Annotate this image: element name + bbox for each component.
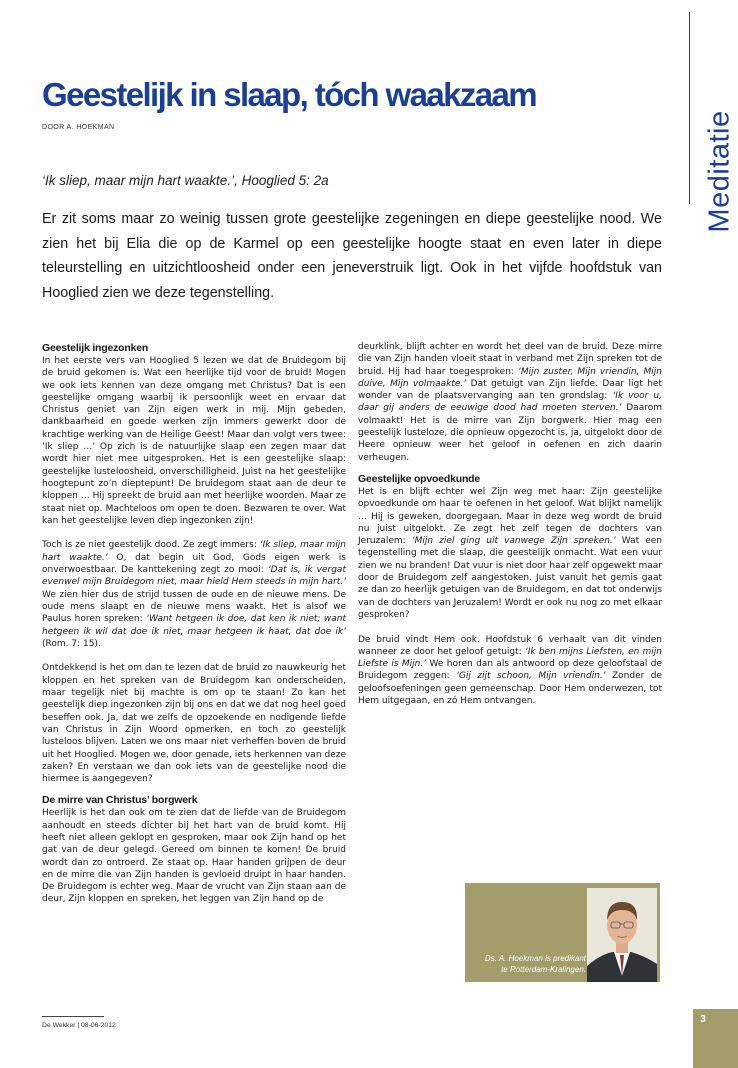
quote: ‘Mijn zuster, Mijn vriendin, Mijn duive, Mijn volmaakte.’ [358, 366, 663, 389]
body-paragraph: deurklink, blijft achter en wordt het deel van de bruid. Deze mirre die van Zijn handen vloeit staat in verband met Zijn spreken tot de bruid. Hij had haar toegesproken: ‘Mijn zuster, Mijn vriendin, Mijn duive, Mijn volmaakte.’ Dat getuigt van Zijn liefde. Daar ligt het wonder van de plaatsvervanging aan ten grondslag: ‘Ik voor u, daar gij anders de eeuwige dood had moeten sterven.’ Daarom volmaakt! Het is de mirre van Zijn borgwerk. Hier mag een geestelijk lusteloze, die opnieuw opgezocht is, ja, uitgelokt door de Heere opnieuw weer het geloof in oefenen en zich daarin verheugen. [358, 342, 663, 463]
article-title: Geestelijk in slaap, tóch waakzaam [42, 76, 537, 113]
section-label: Meditatie [703, 110, 736, 233]
quote: ‘Mijn ziel ging uit vanwege Zijn spreken.’ [411, 536, 616, 547]
quote: ‘Ik voor u, daar gij anders de eeuwige dood had moeten sterven.’ [358, 391, 663, 414]
author-caption: Ds. A. Hoekman is predikant te Rotterdam-Kralingen. [484, 954, 586, 974]
author-photo [587, 888, 657, 982]
quote: ‘Want hetgeen ik doe, dat ken ik niet; want hetgeen ik wil dat doe ik niet, maar hetgeen ik haat, dat doe ik’ [42, 614, 347, 637]
quote: ‘Gij zijt schoon, Mijn vriendin.’ [456, 671, 606, 682]
left-column [42, 341, 346, 918]
quote: ‘Dat is, ik vergat evenwel mijn Bruidegom niet, maar hield Hem steeds in mijn hart.’ [42, 565, 346, 588]
body-paragraph: Heerlijk is het dan ook om te zien dat de liefde van de Bruidegom aanhoudt en steeds dichter bij het hart van de bruid komt. Hij heeft niet alleen geklopt en gesproken, maar ook Zijn hand op het gat van de deur gelegd. Gereed om binnen te komen! De bruid wordt dan zo ontroerd. Ze staat op. Haar handen grijpen de deur en de mirre die van Zijn handen is gevloeid druipt in haar handen. De Bruidegom is echter weg. Maar de vrucht van Zijn staan aan de deur, Zijn kloppen en spreken, het leggen van Zijn hand op de [42, 808, 346, 905]
quote: ‘Ik ben mijns Liefsten, en mijn Liefste is Mijn.’ [358, 646, 662, 670]
heading-opvoedkunde: Geestelijke opvoedkunde [358, 472, 481, 485]
section-divider [689, 12, 690, 204]
body-paragraph: Het is en blijft echter wel Zijn weg met haar: Zijn geestelijke opvoedkunde om haar te oefenen in het geloof. Wat blijkt namelijk … Hij is geweken, doorgegaan. Maar in deze weg wordt de bruid nu juist uitgelokt. Ze zegt het zelf tegen de dochters van Jeruzalem: ‘Mijn ziel ging uit vanwege Zijn spreken.’ Wat een tegenstelling met die slaap, die geestelijk onmacht. Wat een vuur zien we nu branden! Dat vuur is niet door haar zelf opgewekt maar door de Bruidegom zelf aangestoken. Juist vanuit het gemis gaat ze dan zo heerlijk getuigen van de Bruidegom, en dat tot onderwijs van de dochters van Jeruzalem! Wordt er ook nu nog zo met elkaar gesproken? [358, 486, 662, 620]
byline: DOOR A. HOEKMAN [42, 124, 115, 131]
footer-rule [42, 1016, 104, 1017]
heading-mirre: De mirre van Christus’ borgwerk [42, 794, 198, 807]
footer-publication: De Wekker | 08-06-2012 [42, 1022, 116, 1029]
body-paragraph: De bruid vindt Hem ook. Hoofdstuk 6 verhaalt van dit vinden wanneer ze door het geloof getuigt: ‘Ik ben mijns Liefsten, en mijn Liefste is Mijn.’ We horen dan als antwoord op deze geloofstaal de Bruidegom zeggen: ‘Gij zijt schoon, Mijn vriendin.’ Zonder de geloofsoefeningen geen gemeenschap. Door Hem onderwezen, tot Hem uitgegaan, en zó Hem ontvangen. [358, 634, 662, 707]
body-paragraph: In het eerste vers van Hooglied 5 lezen we dat de Bruidegom bij de bruid gekomen is. Wat een heerlijke tijd voor de bruid! Mogen we ook iets kennen van deze omgang met Christus? Dat is een geestelijke omgang waarbij ik persoonlijk weet en ervaar dat Christus geniet van Zijn eigen werk in mij. Mijn gebeden, dankbaarheid en goede werken zijn immers gewerkt door de krachtige werking van de Heilige Geest! Maar dan volgt vers twee: ‘Ik sliep …’ Op zich is de natuurlijke slaap een zegen maar dat wordt hier niet mee uitgesproken. Het is een geestelijke slaap: geestelijke lusteloosheid, onverschilligheid. Juist na het geestelijke hoogtepunt zo’n dieptepunt! De bruidegom staat aan de deur te kloppen … Hij spreekt de bruid aan met heerlijke woorden. Maar ze staat niet op. Machteloos om open te doen. Bezwaren te over. Wat kan het geestelijke leven diep ingezonken zijn! [42, 356, 346, 526]
body-paragraph: Toch is ze niet geestelijk dood. Ze zegt immers: ‘Ik sliep, maar mijn hart waakte.’ O, dat begin uit God, Gods eigen werk is onverwoestbaar. De kanttekening zegt zo mooi: ‘Dat is, ik vergat evenwel mijn Bruidegom niet, maar hield Hem steeds in mijn hart.’ We zien hier dus de strijd tussen de oude en de nieuwe mens. De oude mens slaapt en de nieuwe mens waakt. Het is alsof we Paulus horen spreken: ‘Want hetgeen ik doe, dat ken ik niet; want hetgeen ik wil dat doe ik niet, maar hetgeen ik haat, dat doe ik’ (Rom. 7: 15). [42, 540, 347, 649]
right-column [358, 341, 662, 720]
quote: ‘Ik sliep, maar mijn hart waakte.’ [42, 540, 346, 563]
heading-geestelijk-ingezonken: Geestelijk ingezonken [42, 342, 149, 354]
intro-paragraph: Er zit soms maar zo weinig tussen grote geestelijke zegeningen en diepe geestelijke nood. We zien het bij Elia die op de Karmel op een geestelijke hoogte staat en even later in diepe teleurstelling en uitzichtloosheid onder een jeneverstruik ligt. Ook in het vijfde hoofdstuk van Hooglied zien we deze tegenstelling. [42, 211, 662, 301]
body-paragraph: Ontdekkend is het om dan te lezen dat de bruid zo nauwkeurig het kloppen en het spreken van de Bruidegom kan onderscheiden, maar tegelijk niet bij machte is om op te staan! Zo kan het geestelijk diep ingezonken zijn bij ons en dat we dat nog heel goed beseffen ook. Ja, dat we zelfs de opzoekende en nodigende liefde van Christus in Zijn Woord opmerken, en toch zo geestelijk lusteloos blijven. Laten we ons maar niet verheffen boven de bruid uit het Hooglied. Mogen we, door genade, iets herkennen van deze zaken? En verstaan we dan ook iets van de geestelijke nood die hiermee is aangegeven? [42, 663, 346, 785]
bible-motto: ‘Ik sliep, maar mijn hart waakte.’, Hooglied 5: 2a [42, 173, 329, 188]
page-number: 3 [700, 1014, 706, 1025]
